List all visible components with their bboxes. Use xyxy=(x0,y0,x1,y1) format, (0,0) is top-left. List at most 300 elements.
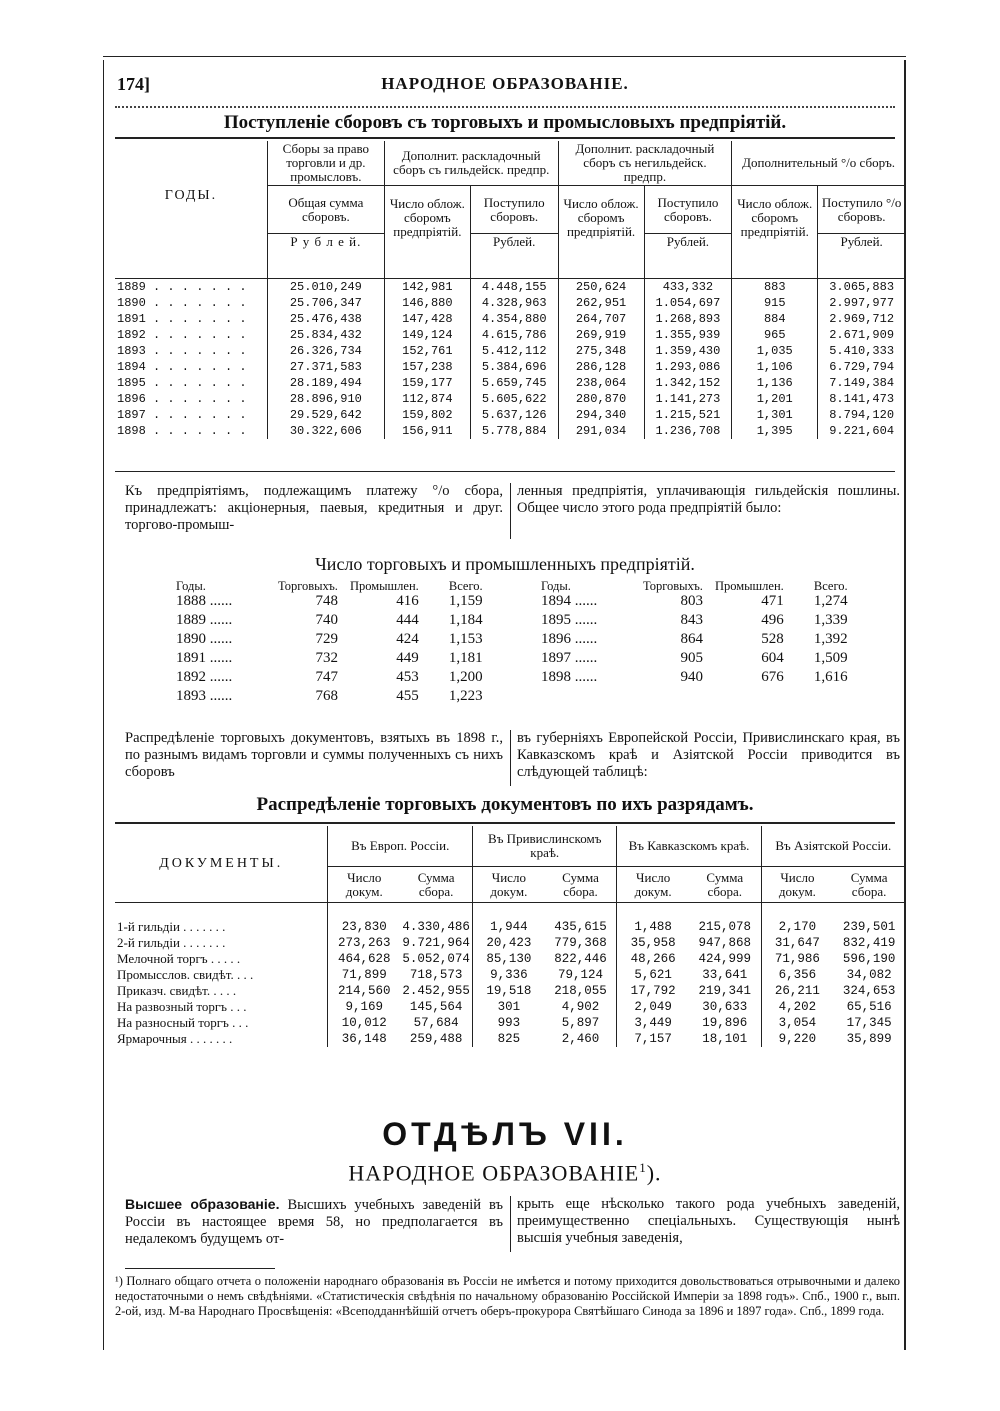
count-cell: 2,170 xyxy=(761,919,833,935)
count-cell: 748 xyxy=(315,593,338,609)
value-cell: 6.729,794 xyxy=(818,359,905,375)
year-cell: 1891 . . . . . . . xyxy=(117,311,247,326)
sum-cell: 947,868 xyxy=(698,935,752,950)
sum-cell: 324,653 xyxy=(842,983,896,998)
counts-header-years-2: Годы. xyxy=(541,579,571,593)
documents-table xyxy=(115,826,905,1047)
count-cell: 1,944 xyxy=(473,919,545,935)
sum-cell: 33,641 xyxy=(702,967,748,982)
table-row xyxy=(115,311,905,327)
year-cell: 1897 ...... xyxy=(541,650,598,666)
region-caucasus: Въ Кавказскомъ краѣ. xyxy=(617,826,761,867)
sum-cell: 145,564 xyxy=(409,999,463,1014)
value-cell: 26.326,734 xyxy=(267,343,384,359)
year-cell: 1897 . . . . . . . xyxy=(117,407,247,422)
sum-cell: 30,633 xyxy=(702,999,748,1014)
sum-cell: 4,902 xyxy=(561,999,600,1014)
count-cell: 416 xyxy=(396,593,419,609)
years-header: ГОДЫ. xyxy=(164,187,218,203)
revenue-table-body xyxy=(115,278,905,439)
subheader-count-1: Число облож. сборомъ предпріятій. xyxy=(384,186,470,251)
count-cell: 9,336 xyxy=(473,967,545,983)
page-number: 174] xyxy=(117,74,150,94)
lead-heading: Высшее образованіе. xyxy=(125,1196,280,1212)
counts-header-total: Всего. xyxy=(448,579,483,593)
value-cell: 142,981 xyxy=(384,278,470,295)
year-cell: 1893 ...... xyxy=(176,688,233,704)
count-cell: 496 xyxy=(761,612,784,628)
subheader-sum: Сумма сбора. xyxy=(562,869,599,899)
value-cell: 5.410,333 xyxy=(818,343,905,359)
count-cell: 453 xyxy=(396,669,419,685)
table1-title: Поступленіе сборовъ съ торговыхъ и промысловыхъ предпріятій. xyxy=(223,112,787,133)
document-type-cell: Мелочной торгъ . . . . . xyxy=(117,950,241,966)
count-cell: 5,621 xyxy=(617,967,689,983)
subheader-count: Число докум. xyxy=(328,867,400,903)
value-cell: 25.010,249 xyxy=(267,278,384,295)
subheader-count-2: Число облож. сборомъ предпріятій. xyxy=(558,186,644,251)
value-cell: 280,870 xyxy=(558,391,644,407)
list-item xyxy=(535,592,872,611)
value-cell: 915 xyxy=(732,295,818,311)
year-cell: 1894 . . . . . . . xyxy=(117,359,247,374)
subheader-count: Число докум. xyxy=(761,867,833,903)
count-cell: 1,616 xyxy=(813,669,848,685)
list-item xyxy=(535,630,872,649)
documents-table-body xyxy=(115,919,905,1047)
value-cell: 146,880 xyxy=(384,295,470,311)
table-row xyxy=(115,423,905,439)
value-cell: 1.054,697 xyxy=(644,295,732,311)
document-type-cell: 1-й гильдіи . . . . . . . xyxy=(117,918,226,934)
sum-cell: 259,488 xyxy=(409,1031,463,1046)
table-row xyxy=(115,327,905,343)
sum-cell: 832,419 xyxy=(842,935,896,950)
year-cell: 1895 ...... xyxy=(541,612,598,628)
subheader-sum: Сумма сбора. xyxy=(850,869,888,899)
count-cell: 71,986 xyxy=(761,951,833,967)
count-cell: 843 xyxy=(680,612,703,628)
value-cell: 1.293,086 xyxy=(644,359,732,375)
sum-cell: 17,345 xyxy=(846,1015,892,1030)
value-cell: 9.221,604 xyxy=(818,423,905,439)
group-header-2: Дополнит. раскладочный сборъ съ гильдейск. предпр. xyxy=(384,141,558,186)
sum-cell: 2.452,955 xyxy=(402,983,470,998)
count-cell: 732 xyxy=(315,650,338,666)
group-header-4: Дополнительный °/о сборъ. xyxy=(732,141,905,186)
value-cell: 3.065,883 xyxy=(818,278,905,295)
count-cell: 729 xyxy=(315,631,338,647)
count-cell: 455 xyxy=(396,688,419,704)
count-cell: 17,792 xyxy=(617,983,689,999)
sum-cell: 779,368 xyxy=(554,935,607,950)
sum-cell: 596,190 xyxy=(842,951,896,966)
table2-top-rule xyxy=(115,822,895,824)
count-cell: 464,628 xyxy=(328,951,400,967)
table-row xyxy=(115,951,905,967)
paragraph-3-left xyxy=(125,1196,503,1248)
running-title: НАРОДНОЕ ОБРАЗОВАНІЕ. xyxy=(381,74,629,93)
value-cell: 5.605,622 xyxy=(470,391,558,407)
table1-bottom-rule xyxy=(115,471,895,472)
unit-roubles-2: Рублей. xyxy=(470,234,558,251)
section-subheading-text: НАРОДНОЕ ОБРАЗОВАНІЕ xyxy=(348,1160,640,1186)
count-cell: 471 xyxy=(761,593,784,609)
list-item xyxy=(170,611,507,630)
value-cell: 286,128 xyxy=(558,359,644,375)
value-cell: 238,064 xyxy=(558,375,644,391)
count-cell: 19,518 xyxy=(473,983,545,999)
value-cell: 1.141,273 xyxy=(644,391,732,407)
count-cell: 803 xyxy=(680,593,703,609)
region-asia: Въ Азіятской Россіи. xyxy=(761,826,905,867)
table-row xyxy=(115,1015,905,1031)
unit-roubles-3: Рублей. xyxy=(644,234,732,251)
sum-cell: 19,896 xyxy=(702,1015,748,1030)
sum-cell: 218,055 xyxy=(554,983,607,998)
count-cell: 4,202 xyxy=(761,999,833,1015)
counts-title: Число торговыхъ и промышленныхъ предпріятій. xyxy=(315,554,695,574)
group-header-3: Дополнит. раскладочный сборъ съ негильдейск. предпр. xyxy=(558,141,732,186)
table-row xyxy=(115,375,905,391)
count-cell: 85,130 xyxy=(473,951,545,967)
year-cell: 1892 . . . . . . . xyxy=(117,327,247,342)
year-cell: 1894 ...... xyxy=(541,593,598,609)
value-cell: 275,348 xyxy=(558,343,644,359)
value-cell: 1,106 xyxy=(732,359,818,375)
value-cell: 5.412,112 xyxy=(470,343,558,359)
table-row xyxy=(115,391,905,407)
count-cell: 905 xyxy=(680,650,703,666)
sum-cell: 79,124 xyxy=(558,967,604,982)
count-cell: 10,012 xyxy=(328,1015,400,1031)
counts-header-trade-2: Торговыхъ. xyxy=(643,579,703,593)
value-cell: 1.355,939 xyxy=(644,327,732,343)
value-cell: 157,238 xyxy=(384,359,470,375)
page-frame-left xyxy=(103,60,104,1350)
region-europe: Въ Европ. Россіи. xyxy=(328,826,473,867)
sum-cell: 239,501 xyxy=(842,919,896,934)
count-cell: 3,054 xyxy=(761,1015,833,1031)
count-cell: 273,263 xyxy=(328,935,400,951)
document-type-cell: Ярмарочныя . . . . . . . xyxy=(117,1030,233,1046)
list-item xyxy=(535,668,872,687)
value-cell: 291,034 xyxy=(558,423,644,439)
document-type-cell: На разносный торгъ . . . xyxy=(117,1014,249,1030)
paragraph-1-right: ленныя предпріятія, уплачивающія гильдейскія пошлины. Общее число этого рода предпріятій было: xyxy=(517,483,900,516)
sum-cell: 4.330,486 xyxy=(402,919,470,934)
count-cell: 825 xyxy=(473,1031,545,1047)
count-cell: 35,958 xyxy=(617,935,689,951)
count-cell: 1,488 xyxy=(617,919,689,935)
value-cell: 433,332 xyxy=(644,278,732,295)
table-row xyxy=(115,967,905,983)
count-cell: 31,647 xyxy=(761,935,833,951)
year-cell: 1889 ...... xyxy=(176,612,233,628)
list-item xyxy=(535,611,872,630)
value-cell: 5.384,696 xyxy=(470,359,558,375)
count-cell: 1,509 xyxy=(813,650,848,666)
value-cell: 29.529,642 xyxy=(267,407,384,423)
count-cell: 2,049 xyxy=(617,999,689,1015)
sum-cell: 34,082 xyxy=(846,967,892,982)
count-cell: 1,392 xyxy=(813,631,848,647)
counts-header-total-2: Всего. xyxy=(813,579,848,593)
footnote-mark: ¹) xyxy=(115,1274,123,1288)
year-cell: 1896 ...... xyxy=(541,631,598,647)
value-cell: 2.671,909 xyxy=(818,327,905,343)
sum-cell: 424,999 xyxy=(698,951,752,966)
value-cell: 250,624 xyxy=(558,278,644,295)
value-cell: 883 xyxy=(732,278,818,295)
unit-roubles-1: Р у б л е й. xyxy=(267,234,384,251)
section-footnote-ref: 1 xyxy=(639,1160,647,1175)
sum-cell: 35,899 xyxy=(846,1031,892,1046)
value-cell: 294,340 xyxy=(558,407,644,423)
subheader-count: Число докум. xyxy=(617,867,689,903)
table-row xyxy=(115,999,905,1015)
value-cell: 5.659,745 xyxy=(470,375,558,391)
paragraph-3-left-text: Высшихъ учебныхъ заведеній въ Россіи въ настоящее время 58, но предполагается въ недалекомъ будущемъ от- xyxy=(125,1197,503,1247)
subheader-total: Общая сумма сборовъ. xyxy=(267,186,384,234)
subheader-count: Число докум. xyxy=(473,867,545,903)
paragraph-2-left: Распредѣленіе торговыхъ документовъ, взятыхъ въ 1898 г., по разнымъ видамъ торговли и суммы полученныхъ съ нихъ сборовъ xyxy=(125,730,503,780)
value-cell: 8.141,473 xyxy=(818,391,905,407)
value-cell: 7.149,384 xyxy=(818,375,905,391)
sum-cell: 5,897 xyxy=(561,1015,600,1030)
value-cell: 4.328,963 xyxy=(470,295,558,311)
count-cell: 71,899 xyxy=(328,967,400,983)
sum-cell: 9.721,964 xyxy=(402,935,470,950)
counts-table-left xyxy=(170,580,507,706)
counts-header-industry-2: Промышлен. xyxy=(714,579,784,593)
list-item xyxy=(170,687,507,706)
value-cell: 149,124 xyxy=(384,327,470,343)
value-cell: 159,177 xyxy=(384,375,470,391)
sum-cell: 5.052,074 xyxy=(402,951,470,966)
subheader-received-1: Поступило сборовъ. xyxy=(470,186,558,234)
value-cell: 1,201 xyxy=(732,391,818,407)
group-header-1: Сборы за право торговли и др. промысловъ. xyxy=(267,141,384,186)
count-cell: 36,148 xyxy=(328,1031,400,1047)
table-row xyxy=(115,295,905,311)
running-head xyxy=(105,74,905,98)
footnote-text: Полнаго общаго отчета о положеніи народнаго образованія въ Россіи не имѣется и потому приходится довольствоваться отрывочными и далеко недостаточными о немъ свѣдѣніями. «Статистическія свѣдѣнія по начальному образованію Россійской Имперіи за 1898 годъ». Спб., 1900 г., вып. 2-ой, изд. М-ва Народнаго Просвѣщенія: «Всеподданнѣйшій отчетъ оберъ-прокурора Святѣйшаго Синода за 1896 и 1897 года». Спб., 1899 года. xyxy=(115,1274,901,1318)
year-cell: 1888 ...... xyxy=(176,593,233,609)
count-cell: 1,181 xyxy=(448,650,483,666)
sum-cell: 219,341 xyxy=(698,983,752,998)
subheader-received-2: Поступило сборовъ. xyxy=(644,186,732,234)
counts-header-industry: Промышлен. xyxy=(349,579,419,593)
year-cell: 1898 ...... xyxy=(541,669,598,685)
value-cell: 1.236,708 xyxy=(644,423,732,439)
count-cell: 301 xyxy=(473,999,545,1015)
count-cell: 604 xyxy=(761,650,784,666)
sum-cell: 2,460 xyxy=(561,1031,600,1046)
year-cell: 1896 . . . . . . . xyxy=(117,391,247,406)
count-cell: 23,830 xyxy=(328,919,400,935)
unit-roubles-4: Рублей. xyxy=(818,234,905,251)
value-cell: 112,874 xyxy=(384,391,470,407)
section-heading: ОТДѢЛЪ VII. xyxy=(382,1116,628,1152)
value-cell: 264,707 xyxy=(558,311,644,327)
year-cell: 1895 . . . . . . . xyxy=(117,375,247,390)
counts-header-years: Годы. xyxy=(176,579,206,593)
subheader-received-3: Поступило °/о сборовъ. xyxy=(818,186,905,234)
table1-top-rule xyxy=(115,137,895,139)
year-cell: 1889 . . . . . . . xyxy=(117,279,247,294)
list-item xyxy=(170,649,507,668)
value-cell: 28.896,910 xyxy=(267,391,384,407)
footnote-rule xyxy=(125,1268,275,1269)
value-cell: 27.371,583 xyxy=(267,359,384,375)
count-cell: 444 xyxy=(396,612,419,628)
year-cell: 1890 . . . . . . . xyxy=(117,295,247,310)
value-cell: 1.359,430 xyxy=(644,343,732,359)
column-separator-2 xyxy=(510,730,511,786)
value-cell: 2.997,977 xyxy=(818,295,905,311)
value-cell: 2.969,712 xyxy=(818,311,905,327)
count-cell: 214,560 xyxy=(328,983,400,999)
table-row xyxy=(115,919,905,935)
value-cell: 152,761 xyxy=(384,343,470,359)
region-vistula: Въ Привислинскомъ краѣ. xyxy=(473,826,617,867)
value-cell: 147,428 xyxy=(384,311,470,327)
value-cell: 159,802 xyxy=(384,407,470,423)
count-cell: 20,423 xyxy=(473,935,545,951)
value-cell: 156,911 xyxy=(384,423,470,439)
list-item xyxy=(535,649,872,668)
table2-title: Распредѣленіе торговыхъ документовъ по ихъ разрядамъ. xyxy=(256,794,754,815)
count-cell: 48,266 xyxy=(617,951,689,967)
count-cell: 1,339 xyxy=(813,612,848,628)
count-cell: 1,223 xyxy=(448,688,483,704)
count-cell: 9,220 xyxy=(761,1031,833,1047)
value-cell: 965 xyxy=(732,327,818,343)
count-cell: 424 xyxy=(396,631,419,647)
header-rule xyxy=(115,100,895,108)
table-row xyxy=(115,983,905,999)
count-cell: 26,211 xyxy=(761,983,833,999)
counts-header-trade: Торговыхъ. xyxy=(278,579,338,593)
year-cell: 1893 . . . . . . . xyxy=(117,343,247,358)
count-cell: 1,184 xyxy=(448,612,483,628)
value-cell: 25.706,347 xyxy=(267,295,384,311)
value-cell: 8.794,120 xyxy=(818,407,905,423)
table-row xyxy=(115,359,905,375)
table-row xyxy=(115,278,905,295)
list-item xyxy=(170,668,507,687)
count-cell: 7,157 xyxy=(617,1031,689,1047)
value-cell: 1,301 xyxy=(732,407,818,423)
count-cell: 449 xyxy=(396,650,419,666)
document-type-cell: Приказч. свидѣт. . . . . xyxy=(117,982,237,998)
count-cell: 940 xyxy=(680,669,703,685)
value-cell: 25.476,438 xyxy=(267,311,384,327)
value-cell: 262,951 xyxy=(558,295,644,311)
value-cell: 25.834,432 xyxy=(267,327,384,343)
column-separator xyxy=(510,483,511,539)
value-cell: 4.448,155 xyxy=(470,278,558,295)
value-cell: 1,136 xyxy=(732,375,818,391)
paragraph-3-right: крыть еще нѣсколько такого рода учебныхъ заведеній, преимущественно спеціальныхъ. Существующія нынѣ высшія учебныя заведенія, xyxy=(517,1196,900,1246)
value-cell: 4.615,786 xyxy=(470,327,558,343)
sum-cell: 435,615 xyxy=(554,919,607,934)
document-type-cell: Промысслов. свидѣт. . . . xyxy=(117,966,254,982)
value-cell: 1.342,152 xyxy=(644,375,732,391)
subheader-count-3: Число облож. сборомъ предпріятій. xyxy=(732,186,818,251)
table-row xyxy=(115,935,905,951)
table-row xyxy=(115,1031,905,1047)
value-cell: 5.778,884 xyxy=(470,423,558,439)
count-cell: 676 xyxy=(761,669,784,685)
sum-cell: 718,573 xyxy=(409,967,463,982)
count-cell: 768 xyxy=(315,688,338,704)
document-type-cell: 2-й гильдіи . . . . . . . xyxy=(117,934,226,950)
counts-table-right xyxy=(535,580,872,687)
count-cell: 993 xyxy=(473,1015,545,1031)
sum-cell: 215,078 xyxy=(698,919,752,934)
list-item xyxy=(170,592,507,611)
count-cell: 528 xyxy=(761,631,784,647)
sum-cell: 57,684 xyxy=(413,1015,459,1030)
value-cell: 1.268,893 xyxy=(644,311,732,327)
value-cell: 1.215,521 xyxy=(644,407,732,423)
paragraph-2-right: въ губерніяхъ Европейской Россіи, Привислинскаго края, въ Кавказскомъ краѣ и Азіятской Россіи приводится въ слѣдующей таблицѣ: xyxy=(517,730,900,780)
value-cell: 30.322,606 xyxy=(267,423,384,439)
count-cell: 740 xyxy=(315,612,338,628)
count-cell: 747 xyxy=(315,669,338,685)
year-cell: 1898 . . . . . . . xyxy=(117,423,247,438)
paragraph-1-left: Къ предпріятіямъ, подлежащимъ платежу °/о сбора, принадлежатъ: акціонерныя, паевыя, кредитныя и друг. торгово-промыш- xyxy=(125,483,503,533)
count-cell: 3,449 xyxy=(617,1015,689,1031)
section-subheading xyxy=(105,1160,905,1186)
count-cell: 9,169 xyxy=(328,999,400,1015)
value-cell: 1,395 xyxy=(732,423,818,439)
footnote xyxy=(115,1274,900,1319)
subheader-sum: Сумма сбора. xyxy=(417,869,455,899)
list-item xyxy=(170,630,507,649)
documents-header: ДОКУМЕНТЫ. xyxy=(159,856,284,871)
value-cell: 28.189,494 xyxy=(267,375,384,391)
table-row xyxy=(115,343,905,359)
year-cell: 1891 ...... xyxy=(176,650,233,666)
year-cell: 1890 ...... xyxy=(176,631,233,647)
column-separator-3 xyxy=(510,1196,511,1252)
value-cell: 4.354,880 xyxy=(470,311,558,327)
sum-cell: 822,446 xyxy=(554,951,607,966)
value-cell: 269,919 xyxy=(558,327,644,343)
subheader-sum: Сумма сбора. xyxy=(706,869,744,899)
count-cell: 864 xyxy=(680,631,703,647)
page xyxy=(105,56,905,1386)
value-cell: 884 xyxy=(732,311,818,327)
value-cell: 5.637,126 xyxy=(470,407,558,423)
table-row xyxy=(115,407,905,423)
document-type-cell: На развозный торгъ . . . xyxy=(117,998,247,1014)
count-cell: 6,356 xyxy=(761,967,833,983)
count-cell: 1,159 xyxy=(448,593,483,609)
sum-cell: 65,516 xyxy=(846,999,892,1014)
count-cell: 1,153 xyxy=(448,631,483,647)
sum-cell: 18,101 xyxy=(702,1031,748,1046)
revenue-table xyxy=(115,141,905,439)
value-cell: 1,035 xyxy=(732,343,818,359)
year-cell: 1892 ...... xyxy=(176,669,233,685)
section-subheading-end: ). xyxy=(646,1160,662,1186)
count-cell: 1,274 xyxy=(813,593,848,609)
count-cell: 1,200 xyxy=(448,669,483,685)
